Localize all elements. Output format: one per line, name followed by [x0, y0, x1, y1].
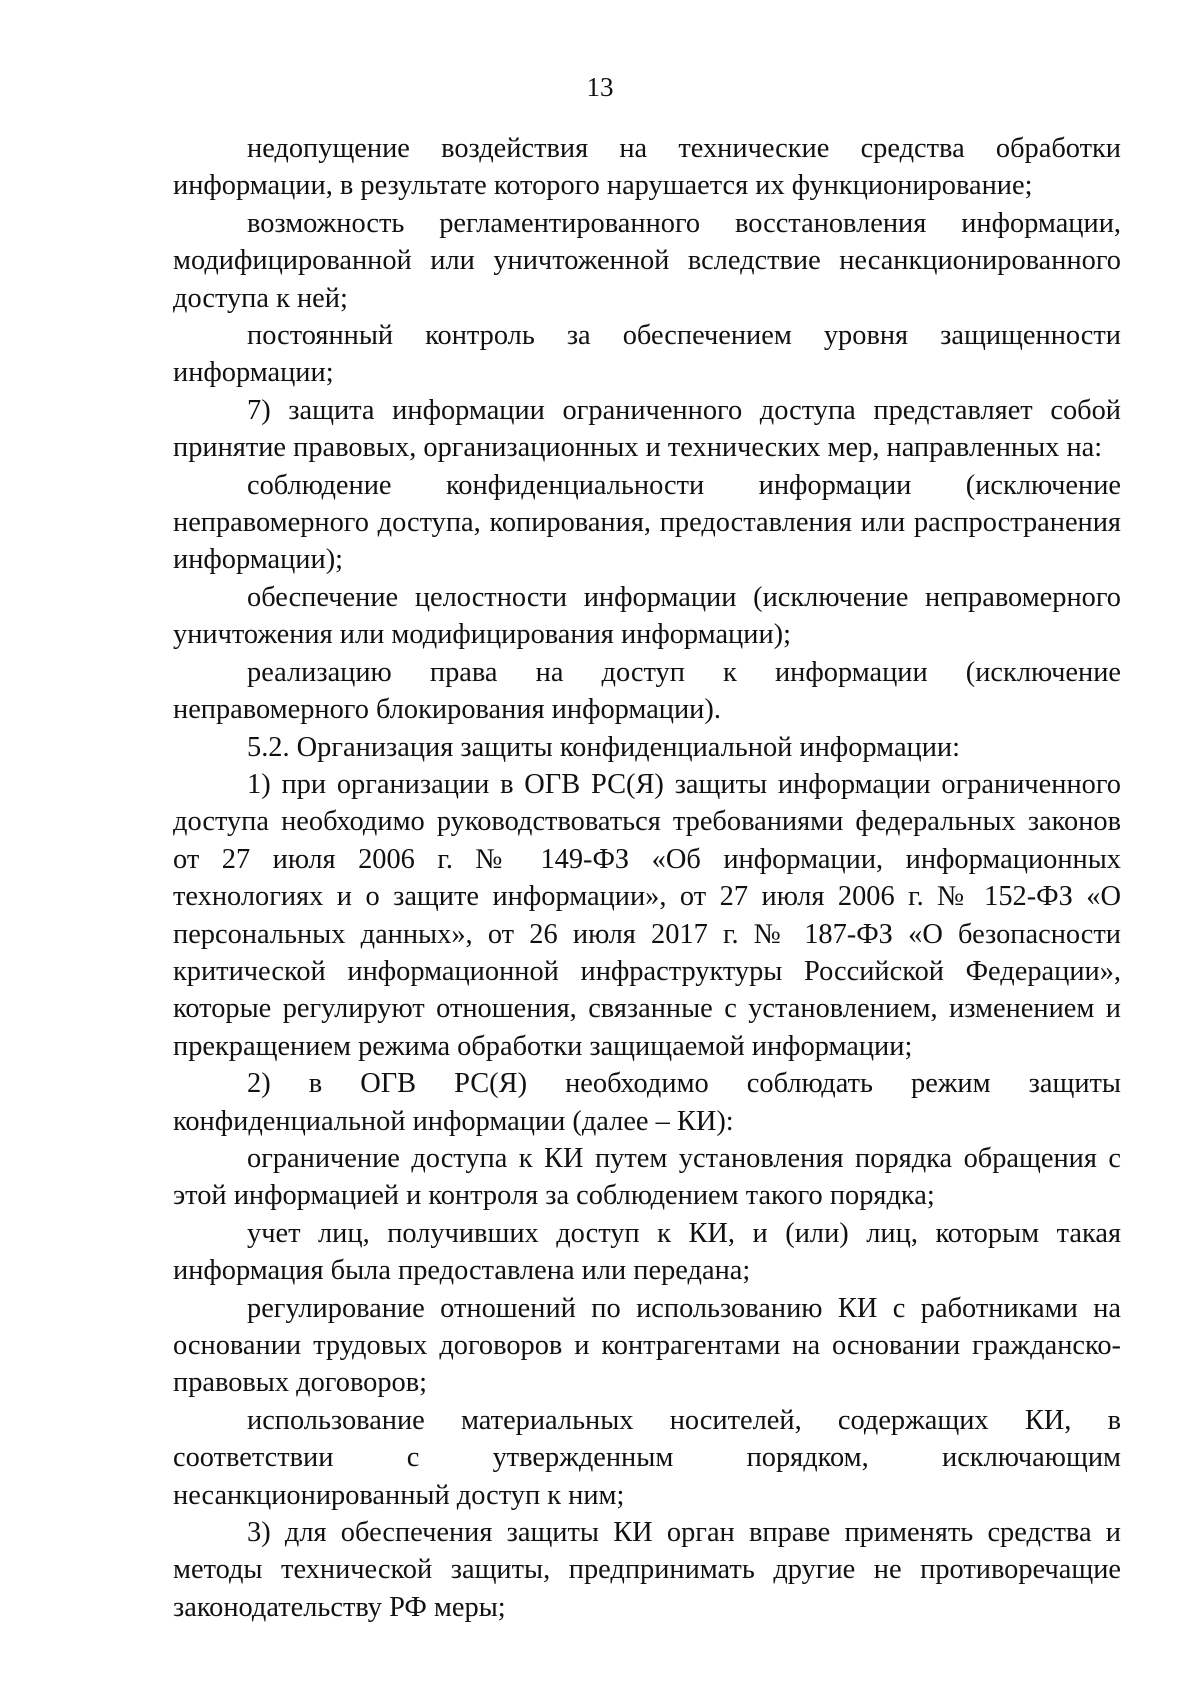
paragraph-item-1: 1) при организации в ОГВ РС(Я) защиты информации ограниченного доступа необходимо руководствоваться требованиями федеральных законов от 27 июля 2006 г. № 149-ФЗ «Об информации, информационных технологиях и о защите информации», от 27 июля 2006 г. № 152-ФЗ «О персональных данных», от 26 июля 2017 г. № 187-ФЗ «О безопасности критической информационной инфраструктуры Российской Федерации», которые регулируют отношения, связанные с установлением, изменением и прекращением режима обработки защищаемой информации;: [173, 768, 1121, 1062]
document-body: [173, 130, 1121, 1626]
section-heading-5-2: 5.2. Организация защиты конфиденциальной информации:: [247, 731, 961, 763]
paragraph-integrity: обеспечение целостности информации (исключение неправомерного уничтожения или модифицирования информации);: [173, 581, 1121, 651]
paragraph-prevent-impact: недопущение воздействия на технические средства обработки информации, в результате которого нарушается их функционирование;: [173, 133, 1121, 202]
paragraph-relations-regulation: регулирование отношений по использованию КИ с работниками на основании трудовых договоров и контрагентами на основании гражданско-правовых договоров;: [173, 1292, 1121, 1399]
paragraph-confidentiality: соблюдение конфиденциальности информации (исключение неправомерного доступа, копирования, предоставления или распространения информации);: [173, 469, 1121, 576]
page-number: 13: [586, 72, 614, 102]
paragraph-item-7: 7) защита информации ограниченного доступа представляет собой принятие правовых, организационных и технических мер, направленных на:: [173, 394, 1121, 464]
paragraph-constant-control: постоянный контроль за обеспечением уровня защищенности информации;: [173, 320, 1121, 389]
paragraph-persons-record: учет лиц, получивших доступ к КИ, и (или) лиц, которым такая информация была предоставлена или передана;: [173, 1217, 1121, 1287]
paragraph-media-usage: использование материальных носителей, содержащих КИ, в соответствии с утвержденным порядком, исключающим несанкционированный доступ к ним;: [173, 1404, 1121, 1511]
paragraph-access-right: реализацию права на доступ к информации (исключение неправомерного блокирования информации).: [173, 656, 1121, 726]
paragraph-item-2: 2) в ОГВ РС(Я) необходимо соблюдать режим защиты конфиденциальной информации (далее – КИ):: [173, 1068, 1121, 1137]
paragraph-item-3: 3) для обеспечения защиты КИ орган вправе применять средства и методы технической защиты, предпринимать другие не противоречащие законодательству РФ меры;: [173, 1517, 1121, 1623]
paragraph-access-restriction: ограничение доступа к КИ путем установления порядка обращения с этой информацией и контроля за соблюдением такого порядка;: [173, 1142, 1121, 1212]
paragraph-restore-information: возможность регламентированного восстановления информации, модифицированной или уничтоженной вследствие несанкционированного доступа к ней;: [173, 207, 1121, 314]
